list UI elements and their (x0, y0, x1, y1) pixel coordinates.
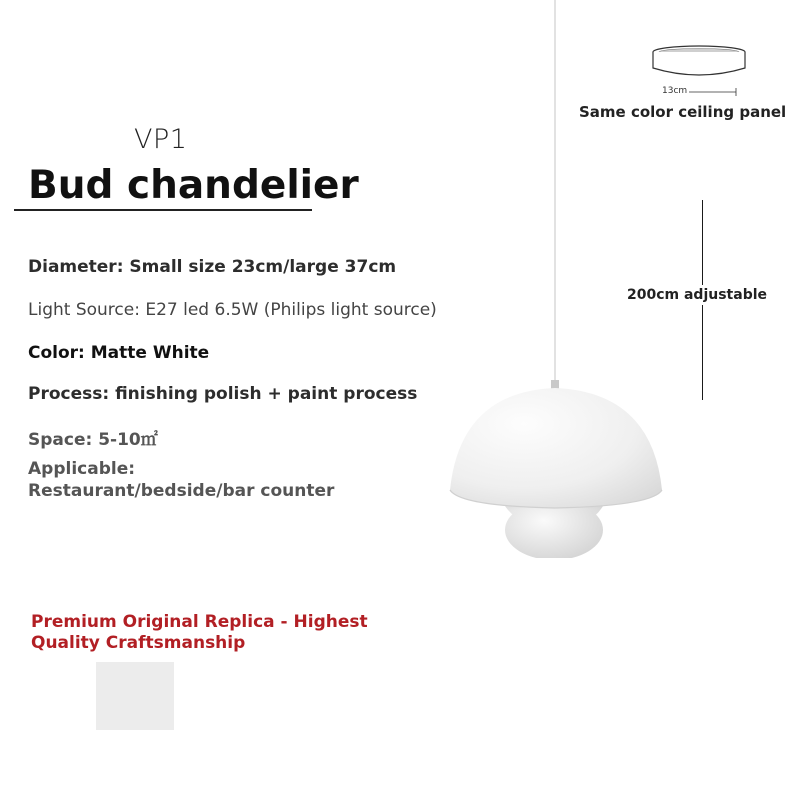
promo-line-2: Quality Craftsmanship (31, 633, 246, 653)
promo-text (31, 612, 368, 654)
lamp-canopy-connector (551, 380, 559, 389)
title-underline (14, 209, 312, 211)
ceiling-panel-illustration (640, 38, 760, 100)
spec-applicable-label: Applicable: (28, 459, 136, 479)
spec-process: Process: finishing polish + paint process (28, 384, 418, 404)
promo-line-1: Premium Original Replica - Highest (31, 612, 368, 632)
suspension-cord (554, 0, 556, 382)
product-title: Bud chandelier (28, 163, 359, 208)
cord-length-label: 200cm adjustable (627, 287, 768, 303)
color-swatch[interactable] (96, 662, 174, 730)
lamp-illustration (440, 378, 680, 558)
model-code: VP1 (134, 124, 188, 155)
spec-diameter: Diameter: Small size 23cm/large 37cm (28, 257, 397, 277)
panel-dimension-label: 13cm (662, 86, 688, 96)
spec-light-source: Light Source: E27 led 6.5W (Philips light source) (28, 300, 437, 320)
ceiling-panel-caption: Same color ceiling panel (579, 103, 787, 121)
lamp-bulb (505, 500, 603, 558)
lamp-shade (450, 388, 662, 508)
panel-side (653, 52, 745, 75)
spec-color: Color: Matte White (28, 343, 210, 363)
spec-space: Space: 5-10㎡ (28, 430, 158, 450)
spec-applicable-value: Restaurant/bedside/bar counter (28, 481, 335, 501)
